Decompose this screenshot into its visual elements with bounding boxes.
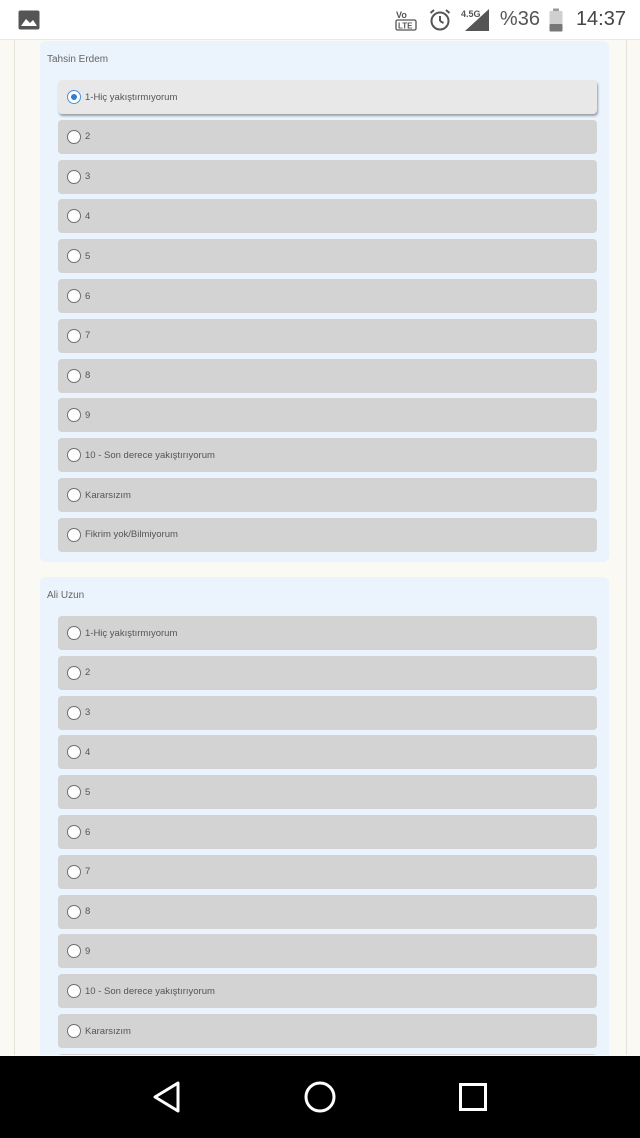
radio-button[interactable] xyxy=(67,944,81,958)
option-row[interactable] xyxy=(58,855,597,889)
option-row[interactable] xyxy=(58,934,597,968)
option-label: 3 xyxy=(85,707,91,719)
option-label: 9 xyxy=(85,945,91,957)
radio-button[interactable] xyxy=(67,626,81,640)
option-label: 6 xyxy=(85,290,91,302)
option-label: 4 xyxy=(85,746,91,758)
radio-button[interactable] xyxy=(67,448,81,462)
option-row[interactable] xyxy=(58,239,597,273)
option-label: 1-Hiç yakıştırmıyorum xyxy=(85,91,178,103)
survey-content[interactable] xyxy=(0,40,640,1055)
volte-label: LTE xyxy=(397,21,413,30)
radio-button[interactable] xyxy=(67,209,81,223)
option-label: 6 xyxy=(85,826,91,838)
home-icon xyxy=(303,1080,337,1114)
option-label: 8 xyxy=(85,906,91,918)
option-label: 10 - Son derece yakıştırıyorum xyxy=(85,449,215,461)
option-row[interactable] xyxy=(58,80,597,114)
option-label: Kararsızım xyxy=(85,1025,131,1037)
question-card-ali-uzun xyxy=(40,577,609,1055)
option-row[interactable] xyxy=(58,775,597,809)
right-page-border xyxy=(626,40,627,1055)
option-row[interactable] xyxy=(58,895,597,929)
option-row[interactable] xyxy=(58,359,597,393)
back-button[interactable] xyxy=(137,1067,197,1127)
svg-text:Vo: Vo xyxy=(395,9,407,20)
option-label: 4 xyxy=(85,210,91,222)
option-row[interactable] xyxy=(58,478,597,512)
question-title: Tahsin Erdem xyxy=(47,54,109,65)
radio-button[interactable] xyxy=(67,706,81,720)
radio-button[interactable] xyxy=(67,369,81,383)
option-label: Fikrim yok/Bilmiyorum xyxy=(85,529,178,541)
option-label: 3 xyxy=(85,171,91,183)
option-label: 2 xyxy=(85,131,91,143)
option-label: 2 xyxy=(85,667,91,679)
radio-button[interactable] xyxy=(67,90,81,104)
option-row[interactable] xyxy=(58,518,597,552)
option-label: 8 xyxy=(85,370,91,382)
option-label: 7 xyxy=(85,330,91,342)
radio-button[interactable] xyxy=(67,666,81,680)
alarm-icon xyxy=(428,8,452,32)
home-button[interactable] xyxy=(290,1067,350,1127)
option-row[interactable] xyxy=(58,974,597,1008)
radio-button[interactable] xyxy=(67,745,81,759)
radio-button[interactable] xyxy=(67,289,81,303)
signal-icon xyxy=(461,8,491,32)
radio-button[interactable] xyxy=(67,329,81,343)
left-page-border xyxy=(14,40,15,1055)
radio-button[interactable] xyxy=(67,249,81,263)
option-label: 7 xyxy=(85,866,91,878)
radio-button[interactable] xyxy=(67,488,81,502)
option-label: 1-Hiç yakıştırmıyorum xyxy=(85,627,178,639)
option-row[interactable] xyxy=(58,815,597,849)
gallery-notification-icon xyxy=(18,10,40,30)
option-row[interactable] xyxy=(58,1014,597,1048)
option-row[interactable] xyxy=(58,120,597,154)
option-label: 9 xyxy=(85,409,91,421)
status-right xyxy=(395,8,626,32)
option-row[interactable] xyxy=(58,279,597,313)
option-row[interactable] xyxy=(58,438,597,472)
volte-icon xyxy=(395,9,419,31)
radio-button[interactable] xyxy=(67,1024,81,1038)
question-card-tahsin-erdem xyxy=(40,41,609,562)
radio-button[interactable] xyxy=(67,130,81,144)
option-row[interactable] xyxy=(58,616,597,650)
option-row[interactable] xyxy=(58,199,597,233)
recents-button[interactable] xyxy=(443,1067,503,1127)
network-label: 4.5G xyxy=(460,8,481,19)
option-row[interactable] xyxy=(58,735,597,769)
option-row[interactable] xyxy=(58,656,597,690)
radio-button[interactable] xyxy=(67,865,81,879)
status-left xyxy=(18,10,395,30)
recents-icon xyxy=(458,1082,488,1112)
option-row[interactable] xyxy=(58,160,597,194)
option-label: 5 xyxy=(85,250,91,262)
option-label: 10 - Son derece yakıştırıyorum xyxy=(85,985,215,997)
option-row[interactable] xyxy=(58,1054,597,1055)
option-row[interactable] xyxy=(58,319,597,353)
battery-icon xyxy=(549,8,563,32)
option-row[interactable] xyxy=(58,398,597,432)
back-icon xyxy=(151,1080,183,1114)
radio-button[interactable] xyxy=(67,984,81,998)
radio-button[interactable] xyxy=(67,408,81,422)
status-bar xyxy=(0,0,640,40)
option-label: 5 xyxy=(85,786,91,798)
option-row[interactable] xyxy=(58,696,597,730)
radio-button[interactable] xyxy=(67,170,81,184)
question-title: Ali Uzun xyxy=(47,590,85,601)
radio-button[interactable] xyxy=(67,825,81,839)
radio-button[interactable] xyxy=(67,785,81,799)
radio-button[interactable] xyxy=(67,905,81,919)
navigation-bar xyxy=(0,1056,640,1138)
radio-button[interactable] xyxy=(67,528,81,542)
option-label: Kararsızım xyxy=(85,489,131,501)
battery-percent: %36 xyxy=(499,8,540,30)
clock: 14:37 xyxy=(575,8,626,30)
